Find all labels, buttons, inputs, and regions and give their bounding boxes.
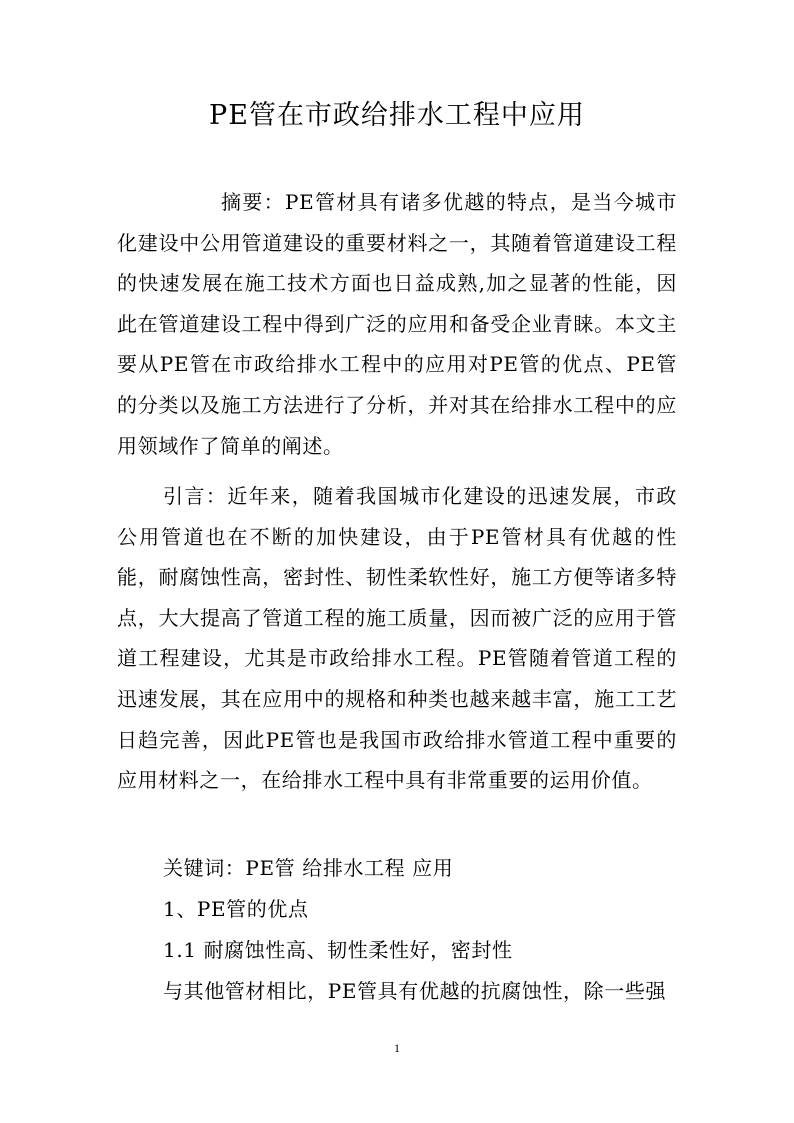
page-number: 1 [394,1041,400,1055]
abstract-paragraph: 摘要：PE管材具有诸多优越的特点，是当今城市化建设中公用管道建设的重要材料之一，其随着管道建设工程的快速发展在施工技术方面也日益成熟,加之显著的性能，因此在管道建设工程中得到广泛的应用和备受企业青睐。本文主要从PE管在市政给排水工程中的应用对PE管的优点、PE管的分类以及施工方法进行了分析，并对其在给排水工程中的应用领域作了简单的阐述。 [117,190,677,458]
body-paragraph-1: 与其他管材相比，PE管具有优越的抗腐蚀性，除一些强 [163,979,667,1003]
keywords-line: 关键词：PE管 给排水工程 应用 [163,856,454,880]
document-title: PE管在市政给排水工程中应用 [209,100,585,131]
section-heading-1: 1、PE管的优点 [163,897,309,921]
introduction-paragraph: 引言：近年来，随着我国城市化建设的迅速发展，市政公用管道也在不断的加快建设，由于PE管材具有优越的性能，耐腐蚀性高，密封性、韧性柔软性好，施工方便等诸多特点，大大提高了管道工程的施工质量，因而被广泛的应用于管道工程建设，尤其是市政给排水工程。PE管随着管道工程的迅速发展，其在应用中的规格和种类也越来越丰富，施工工艺日趋完善，因此PE管也是我国市政给排水管道工程中重要的应用材料之一，在给排水工程中具有非常重要的运用价值。 [117,484,677,793]
subsection-heading-1-1: 1.1 耐腐蚀性高、韧性柔性好，密封性 [163,938,513,962]
